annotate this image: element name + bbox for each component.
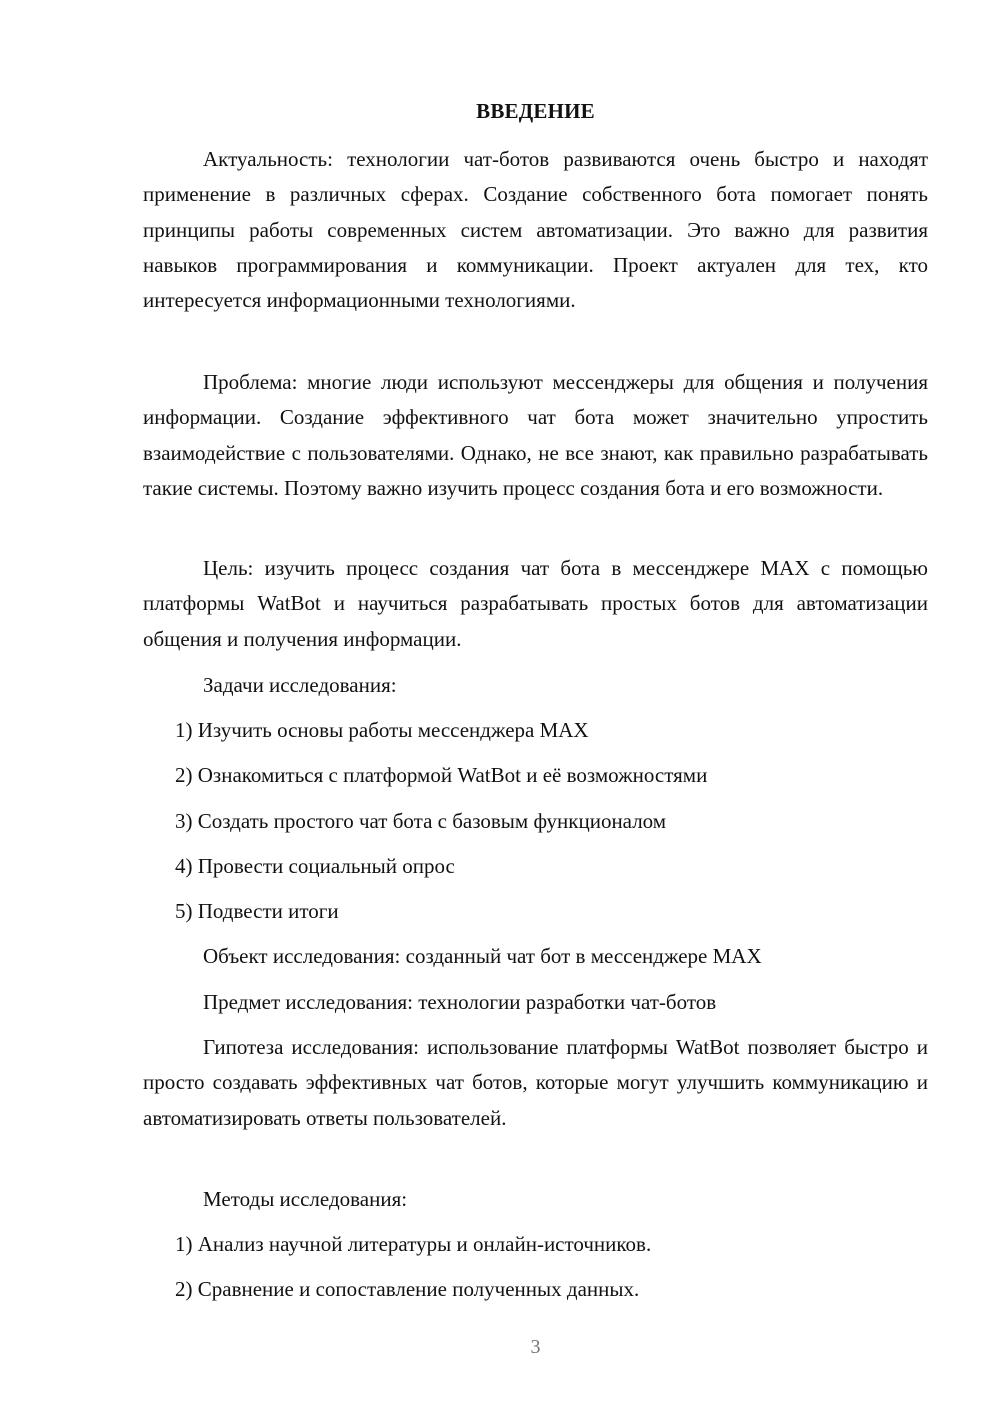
tasks-label: Задачи исследования: bbox=[203, 673, 397, 697]
research-subject: Предмет исследования: технологии разработки чат-ботов bbox=[203, 990, 717, 1014]
method-item: 1) Анализ научной литературы и онлайн-источников. bbox=[175, 1232, 652, 1256]
methods-label: Методы исследования: bbox=[203, 1187, 408, 1211]
goal-paragraph: Цель: изучить процесс создания чат бота в мессенджере MAX с помощью платформы WatBot и научиться разрабатывать простых ботов для автоматизации общения и получения информации. bbox=[143, 556, 928, 651]
task-item: 1) Изучить основы работы мессенджера MAX bbox=[175, 718, 589, 742]
section-heading: ВВЕДЕНИЕ bbox=[476, 99, 595, 123]
research-object: Объект исследования: созданный чат бот в мессенджере MAX bbox=[203, 944, 762, 968]
page-number: 3 bbox=[530, 1336, 541, 1358]
method-item: 2) Сравнение и сопоставление полученных данных. bbox=[175, 1277, 640, 1301]
problem-paragraph: Проблема: многие люди используют мессенджеры для общения и получения информации. Создание эффективного чат бота может значительно упростить взаимодействие с пользователями. Однако, не все знают, как правильно разрабатывать такие системы. Поэтому важно изучить процесс создания бота и его возможности. bbox=[143, 370, 928, 500]
document-page bbox=[143, 0, 928, 1414]
relevance-paragraph: Актуальность: технологии чат-ботов развиваются очень быстро и находят применение в различных сферах. Создание собственного бота помогает понять принципы работы современных систем автоматизации. Это важно для развития навыков программирования и коммуникации. Проект актуален для тех, кто интересуется информационными технологиями. bbox=[143, 147, 928, 313]
task-item: 4) Провести социальный опрос bbox=[175, 854, 455, 878]
task-item: 3) Создать простого чат бота с базовым функционалом bbox=[175, 809, 667, 833]
hypothesis-paragraph: Гипотеза исследования: использование платформы WatBot позволяет быстро и просто создавать эффективных чат ботов, которые могут улучшить коммуникацию и автоматизировать ответы пользователей. bbox=[143, 1035, 928, 1130]
task-item: 5) Подвести итоги bbox=[175, 899, 339, 923]
task-item: 2) Ознакомиться с платформой WatBot и её возможностями bbox=[175, 763, 708, 787]
